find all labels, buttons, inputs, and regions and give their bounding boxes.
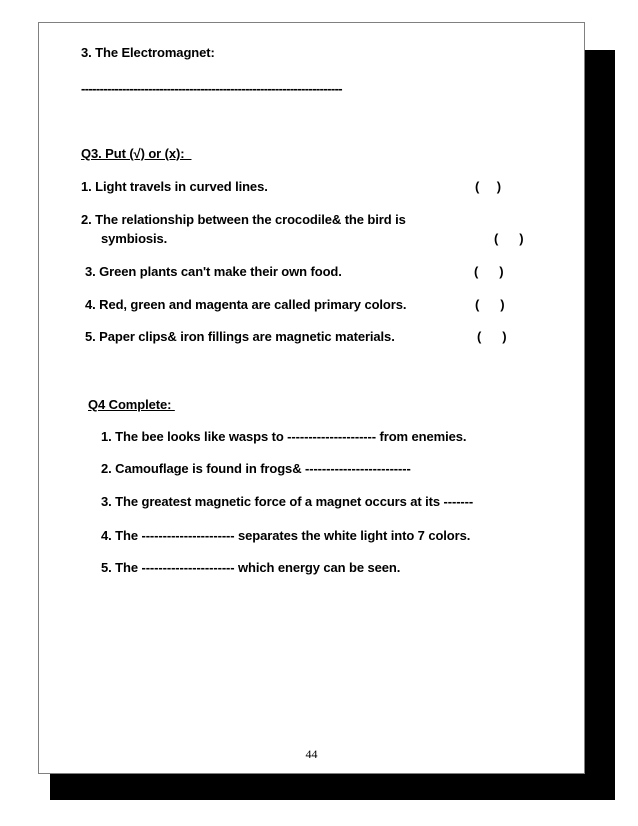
document-page <box>38 22 585 774</box>
q4-item-4: 4. The ---------------------- separates the white light into 7 colors. <box>101 528 471 543</box>
q4-item-5: 5. The ---------------------- which energy can be seen. <box>101 560 401 575</box>
q3-item-3-brackets: ( ) <box>474 264 504 279</box>
q3-item-5: 5. Paper clips& iron fillings are magnetic materials. <box>85 329 395 344</box>
q3-item-2-brackets: ( ) <box>494 231 524 246</box>
q3-item-3: 3. Green plants can't make their own food. <box>85 264 342 279</box>
q3-item-1-brackets: ( ) <box>475 179 502 194</box>
q4-heading: Q4 Complete: <box>88 397 175 412</box>
q4-item-3: 3. The greatest magnetic force of a magnet occurs at its ------- <box>101 494 474 509</box>
q4-item-2: 2. Camouflage is found in frogs& ------------------------- <box>101 461 411 476</box>
page-number: 44 <box>305 747 318 761</box>
q3-item-4-brackets: ( ) <box>475 297 505 312</box>
answer-line: ---------------------------------------------------------------------- <box>81 81 343 96</box>
q3-item-1: 1. Light travels in curved lines. <box>81 179 268 194</box>
q3-heading: Q3. Put (√) or (x): <box>81 146 192 161</box>
q4-item-1: 1. The bee looks like wasps to --------------------- from enemies. <box>101 429 467 444</box>
q3-item-5-brackets: ( ) <box>477 329 507 344</box>
electromagnet-item: 3. The Electromagnet: <box>81 45 215 60</box>
q3-item-2: 2. The relationship between the crocodile& the bird is <box>81 212 406 227</box>
q3-item-2-cont: symbiosis. <box>101 231 168 246</box>
q3-item-4: 4. Red, green and magenta are called primary colors. <box>85 297 407 312</box>
